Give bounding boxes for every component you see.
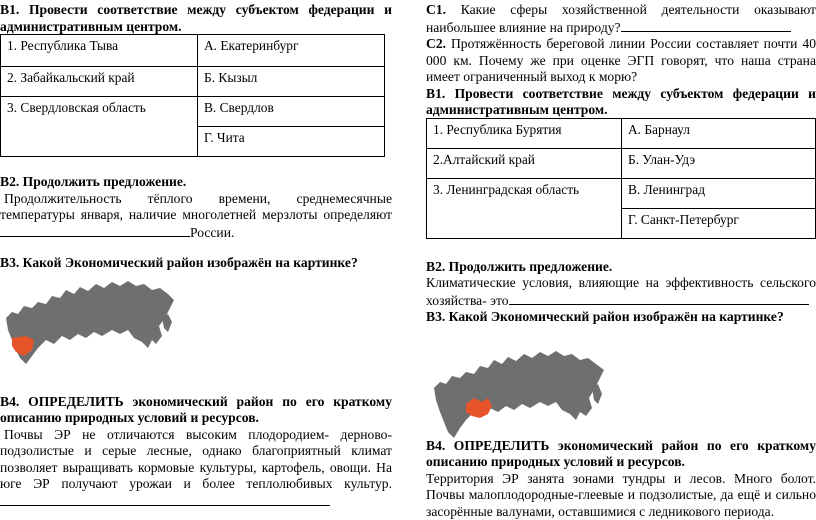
right-q2-blank[interactable] (509, 292, 809, 305)
map-russia-shape (6, 281, 174, 364)
right-c1-text: Какие сферы хозяйственной деятельности оказывают наибольшее влияние на природу? (426, 2, 816, 35)
right-c2-label: С2. (426, 36, 446, 51)
left-q3-title: В3. Какой Экономический район изображён на картинке? (0, 255, 392, 272)
map-kamchatka-shape (592, 384, 602, 404)
russia-map-right (430, 348, 610, 444)
right-q1-cell: 3. Ленинградская область (427, 178, 622, 238)
left-q2-text (0, 191, 392, 242)
left-q1-cell: 2. Забайкальский край (1, 67, 198, 97)
right-q2-text (426, 275, 816, 309)
left-q2-blank[interactable] (0, 224, 190, 237)
right-map (430, 348, 816, 444)
right-q4-title-text: . ОПРЕДЕЛИТЬ экономический район по его краткому описанию природных условий и ресурсов. (426, 438, 816, 470)
right-q1-cell: Г. Санкт-Петербург (622, 208, 816, 238)
right-q1-title: B1. Провести соответствие между субъектом федерации и административным центром. (426, 86, 816, 119)
right-c2-text: Протяжённость береговой линии России составляет почти 40 000 км. Почему же при оценке ЭГП говорят, что наша страна имеет ограниченный выход к морю? (426, 36, 816, 84)
left-q4-lead: В4 (0, 394, 16, 409)
right-q4-title (426, 438, 816, 471)
right-c1 (426, 2, 816, 36)
map-russia-shape (434, 351, 604, 438)
left-q1-table (0, 34, 385, 157)
right-q1-cell: Б. Улан-Удэ (622, 148, 816, 178)
left-q1-cell: В. Свердлов (198, 97, 385, 127)
left-q4-blank[interactable] (0, 493, 330, 506)
left-q2-tail: России. (190, 225, 234, 240)
left-q1-cell: 1. Республика Тыва (1, 35, 198, 67)
right-q4-lead: В4 (426, 438, 442, 453)
right-q2-body: Климатические условия, влияющие на эффективность сельского хозяйства- это (426, 275, 816, 308)
left-q4-title-text: . ОПРЕДЕЛИТЬ экономический район по его краткому описанию природных условий и ресурсов. (0, 394, 392, 426)
left-column (0, 0, 392, 510)
left-q1-title: B1. Провести соответствие между субъектом федерации и административным центром. (0, 2, 392, 35)
left-map (2, 278, 392, 370)
russia-map-left (2, 278, 177, 370)
left-q1-cell: Б. Кызыл (198, 67, 385, 97)
right-q3-title: В3. Какой Экономический район изображён на картинке? (426, 309, 816, 326)
left-q4-text (0, 427, 392, 511)
right-q1-table (426, 118, 816, 239)
right-q4-text: Территория ЭР занята зонами тундры и лесов. Много болот. Почвы малоплодородные-глеевые и подзолистые, да ещё и сильно засорённые валунами, оставшимися с ледникового периода. (426, 471, 816, 520)
left-q1-cell: А. Екатеринбург (198, 35, 385, 67)
left-q4-body: Почвы ЭР не отличаются высоким плодородием- дерново-подзолистые и серые лесные, однако благоприятный климат позволяет выращивать кормовые культуры, картофель, овощи. На юге ЭР получают урожаи и более теплолюбивых культур. (0, 427, 392, 492)
right-q1-cell: 1. Республика Бурятия (427, 118, 622, 148)
left-q4-title (0, 394, 392, 427)
right-c1-label: С1. (426, 2, 446, 17)
right-column (426, 0, 816, 520)
right-q1-cell: 2.Алтайский край (427, 148, 622, 178)
left-q2-title: В2. Продолжить предложение. (0, 174, 392, 191)
left-q1-cell: Г. Чита (198, 127, 385, 157)
left-q1-cell: 3. Свердловская область (1, 97, 198, 157)
right-c1-blank[interactable] (621, 19, 791, 32)
right-q1-cell: В. Ленинград (622, 178, 816, 208)
left-q2-body: Продолжительность тёплого времени, среднемесячные температуры января, наличие многолетней мерзлоты определяют (0, 191, 392, 223)
right-q2-title: В2. Продолжить предложение. (426, 259, 816, 276)
right-q1-cell: А. Барнаул (622, 118, 816, 148)
right-c2 (426, 36, 816, 86)
